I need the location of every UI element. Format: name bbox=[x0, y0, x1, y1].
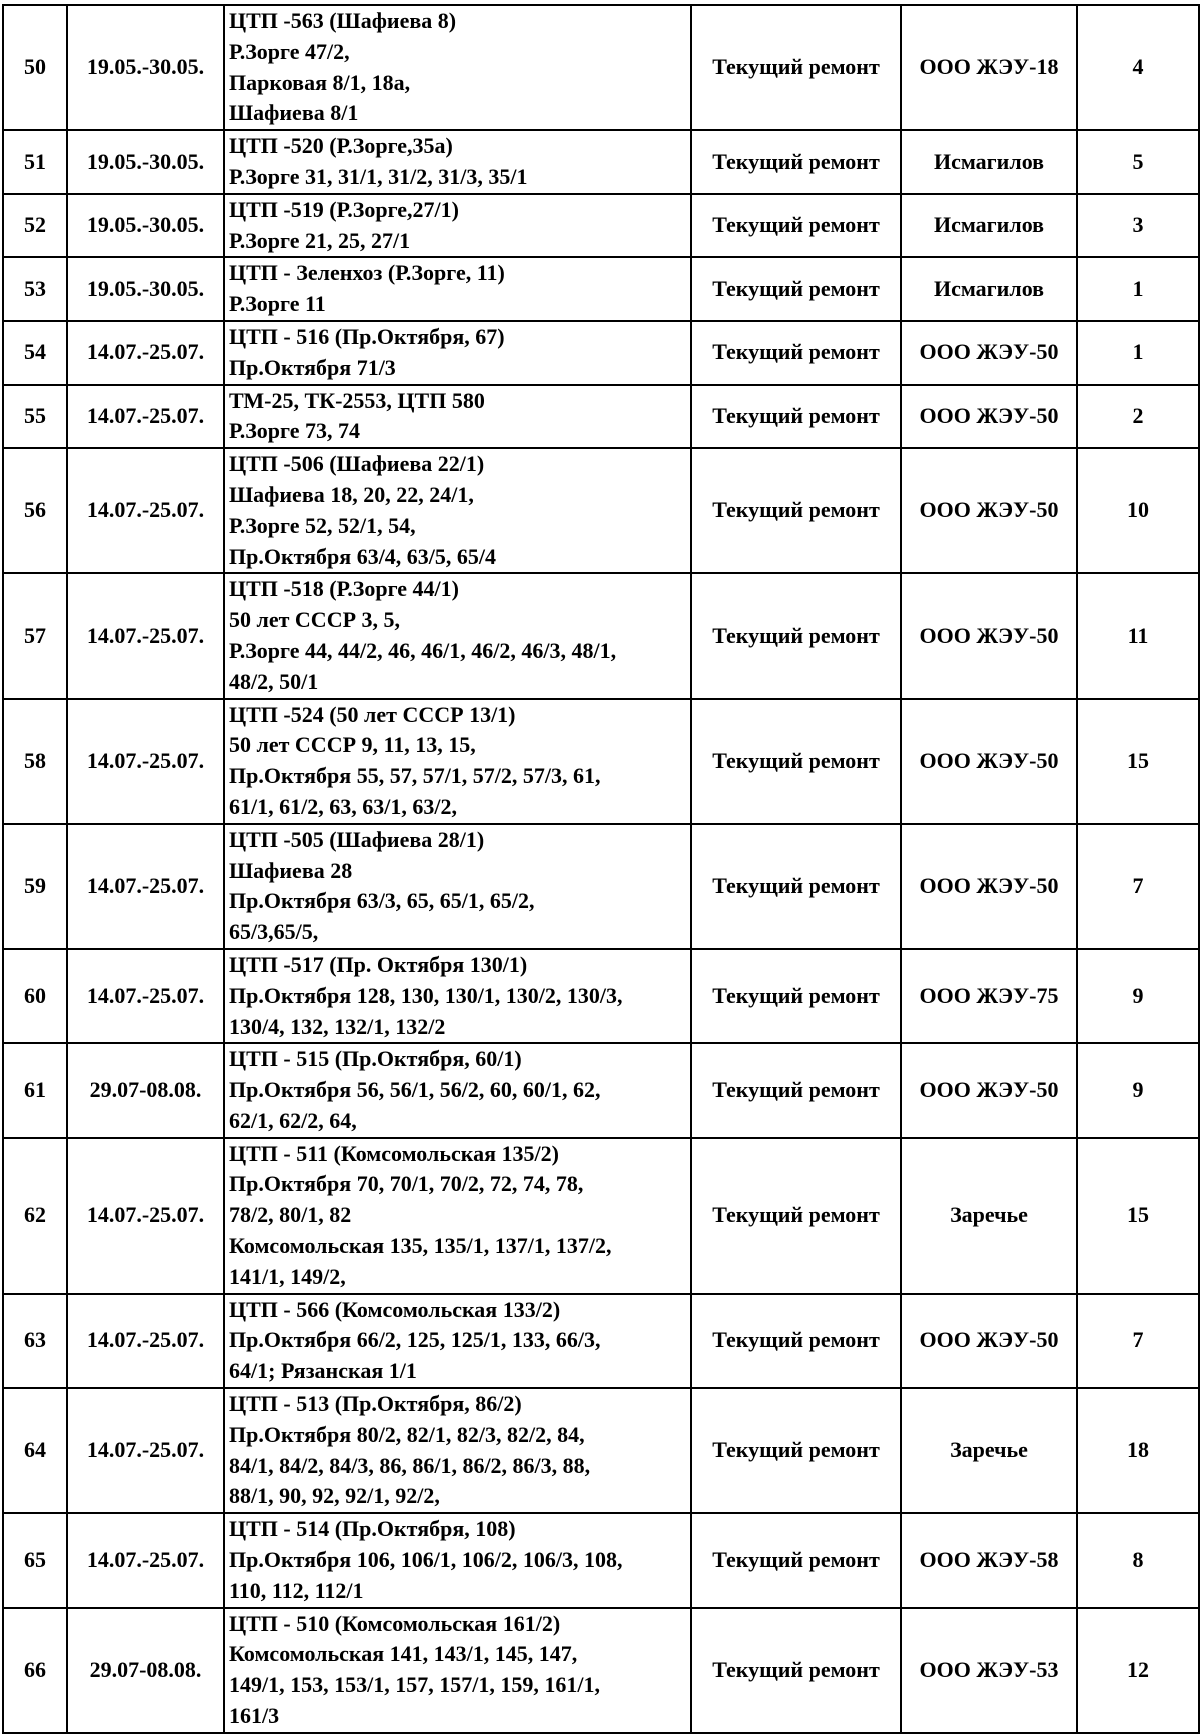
object-line: Парковая 8/1, 18а, bbox=[229, 69, 411, 95]
object-cell bbox=[224, 1294, 691, 1388]
work-type-cell: Текущий ремонт bbox=[691, 448, 901, 573]
row-number-cell: 55 bbox=[3, 385, 67, 449]
object-line: ТМ-25, ТК-2553, ЦТП 580 bbox=[229, 387, 485, 413]
table-row bbox=[3, 257, 1199, 321]
object-line: Р.Зорге 21, 25, 27/1 bbox=[229, 227, 411, 253]
building-count-cell: 1 bbox=[1077, 257, 1199, 321]
object-line: 149/1, 153, 153/1, 157, 157/1, 159, 161/1, bbox=[229, 1672, 600, 1698]
date-range-cell: 19.05.-30.05. bbox=[67, 130, 224, 194]
executor-cell: Исмагилов bbox=[901, 194, 1077, 258]
object-line: Р.Зорге 47/2, bbox=[229, 38, 350, 64]
table-row bbox=[3, 699, 1199, 824]
executor-cell: ООО ЖЭУ-18 bbox=[901, 5, 1077, 130]
building-count-cell: 2 bbox=[1077, 385, 1199, 449]
object-line: ЦТП -518 (Р.Зорге 44/1) bbox=[229, 576, 459, 602]
work-type-cell: Текущий ремонт bbox=[691, 1388, 901, 1513]
table-row bbox=[3, 194, 1199, 258]
object-line: Пр.Октября 70, 70/1, 70/2, 72, 74, 78, bbox=[229, 1171, 584, 1197]
object-line: Р.Зорге 31, 31/1, 31/2, 31/3, 35/1 bbox=[229, 163, 528, 189]
date-range-cell: 14.07.-25.07. bbox=[67, 699, 224, 824]
object-line: ЦТП - 511 (Комсомольская 135/2) bbox=[229, 1140, 559, 1166]
executor-cell: ООО ЖЭУ-50 bbox=[901, 321, 1077, 385]
object-line: 84/1, 84/2, 84/3, 86, 86/1, 86/2, 86/3, 88, bbox=[229, 1452, 591, 1478]
object-cell bbox=[224, 824, 691, 949]
date-range-cell: 14.07.-25.07. bbox=[67, 824, 224, 949]
row-number-cell: 63 bbox=[3, 1294, 67, 1388]
work-type-cell: Текущий ремонт bbox=[691, 699, 901, 824]
building-count-cell: 9 bbox=[1077, 1043, 1199, 1137]
object-line: 61/1, 61/2, 63, 63/1, 63/2, bbox=[229, 793, 457, 819]
object-line: Р.Зорге 73, 74 bbox=[229, 418, 361, 444]
row-number-cell: 58 bbox=[3, 699, 67, 824]
executor-cell: ООО ЖЭУ-50 bbox=[901, 699, 1077, 824]
object-cell bbox=[224, 321, 691, 385]
work-type-cell: Текущий ремонт bbox=[691, 949, 901, 1043]
executor-cell: ООО ЖЭУ-50 bbox=[901, 1043, 1077, 1137]
object-line: 130/4, 132, 132/1, 132/2 bbox=[229, 1013, 446, 1039]
table-row bbox=[3, 448, 1199, 573]
row-number-cell: 64 bbox=[3, 1388, 67, 1513]
row-number-cell: 50 bbox=[3, 5, 67, 130]
object-cell bbox=[224, 699, 691, 824]
object-line: ЦТП - 513 (Пр.Октября, 86/2) bbox=[229, 1391, 522, 1417]
work-type-cell: Текущий ремонт bbox=[691, 5, 901, 130]
object-cell bbox=[224, 194, 691, 258]
building-count-cell: 7 bbox=[1077, 824, 1199, 949]
work-type-cell: Текущий ремонт bbox=[691, 1294, 901, 1388]
object-line: 161/3 bbox=[229, 1703, 280, 1729]
executor-cell: Заречье bbox=[901, 1388, 1077, 1513]
building-count-cell: 9 bbox=[1077, 949, 1199, 1043]
object-cell bbox=[224, 5, 691, 130]
building-count-cell: 12 bbox=[1077, 1608, 1199, 1733]
object-cell bbox=[224, 1513, 691, 1607]
executor-cell: Исмагилов bbox=[901, 257, 1077, 321]
executor-cell: Исмагилов bbox=[901, 130, 1077, 194]
object-line: Шафиева 28 bbox=[229, 857, 353, 883]
executor-cell: ООО ЖЭУ-50 bbox=[901, 573, 1077, 698]
date-range-cell: 19.05.-30.05. bbox=[67, 5, 224, 130]
building-count-cell: 10 bbox=[1077, 448, 1199, 573]
object-line: ЦТП - 566 (Комсомольская 133/2) bbox=[229, 1296, 561, 1322]
building-count-cell: 8 bbox=[1077, 1513, 1199, 1607]
row-number-cell: 56 bbox=[3, 448, 67, 573]
object-line: Пр.Октября 66/2, 125, 125/1, 133, 66/3, bbox=[229, 1327, 601, 1353]
table-row bbox=[3, 1608, 1199, 1733]
object-line: Пр.Октября 56, 56/1, 56/2, 60, 60/1, 62, bbox=[229, 1077, 601, 1103]
object-line: ЦТП - 516 (Пр.Октября, 67) bbox=[229, 323, 505, 349]
object-cell bbox=[224, 257, 691, 321]
building-count-cell: 3 bbox=[1077, 194, 1199, 258]
date-range-cell: 14.07.-25.07. bbox=[67, 1294, 224, 1388]
object-line: Комсомольская 141, 143/1, 145, 147, bbox=[229, 1641, 578, 1667]
object-line: Шафиева 18, 20, 22, 24/1, bbox=[229, 481, 474, 507]
executor-cell: ООО ЖЭУ-50 bbox=[901, 448, 1077, 573]
date-range-cell: 19.05.-30.05. bbox=[67, 194, 224, 258]
work-type-cell: Текущий ремонт bbox=[691, 321, 901, 385]
date-range-cell: 14.07.-25.07. bbox=[67, 448, 224, 573]
object-line: ЦТП - 514 (Пр.Октября, 108) bbox=[229, 1516, 516, 1542]
table-row bbox=[3, 1388, 1199, 1513]
row-number-cell: 51 bbox=[3, 130, 67, 194]
row-number-cell: 61 bbox=[3, 1043, 67, 1137]
row-number-cell: 57 bbox=[3, 573, 67, 698]
row-number-cell: 62 bbox=[3, 1138, 67, 1294]
object-line: Р.Зорге 52, 52/1, 54, bbox=[229, 512, 416, 538]
object-line: 48/2, 50/1 bbox=[229, 668, 319, 694]
object-line: Р.Зорге 11 bbox=[229, 291, 326, 317]
row-number-cell: 52 bbox=[3, 194, 67, 258]
building-count-cell: 18 bbox=[1077, 1388, 1199, 1513]
date-range-cell: 29.07-08.08. bbox=[67, 1608, 224, 1733]
work-type-cell: Текущий ремонт bbox=[691, 824, 901, 949]
row-number-cell: 53 bbox=[3, 257, 67, 321]
object-line: ЦТП - Зеленхоз (Р.Зорге, 11) bbox=[229, 260, 505, 286]
object-line: Р.Зорге 44, 44/2, 46, 46/1, 46/2, 46/3, 48/1, bbox=[229, 637, 617, 663]
work-type-cell: Текущий ремонт bbox=[691, 385, 901, 449]
object-cell bbox=[224, 130, 691, 194]
object-line: ЦТП -524 (50 лет СССР 13/1) bbox=[229, 701, 516, 727]
building-count-cell: 15 bbox=[1077, 699, 1199, 824]
object-line: ЦТП - 510 (Комсомольская 161/2) bbox=[229, 1610, 561, 1636]
object-line: Пр.Октября 128, 130, 130/1, 130/2, 130/3, bbox=[229, 982, 623, 1008]
building-count-cell: 4 bbox=[1077, 5, 1199, 130]
building-count-cell: 7 bbox=[1077, 1294, 1199, 1388]
date-range-cell: 14.07.-25.07. bbox=[67, 949, 224, 1043]
object-line: Пр.Октября 71/3 bbox=[229, 354, 396, 380]
work-type-cell: Текущий ремонт bbox=[691, 1608, 901, 1733]
executor-cell: ООО ЖЭУ-53 bbox=[901, 1608, 1077, 1733]
table-row bbox=[3, 573, 1199, 698]
table-row bbox=[3, 130, 1199, 194]
building-count-cell: 15 bbox=[1077, 1138, 1199, 1294]
object-line: 141/1, 149/2, bbox=[229, 1263, 346, 1289]
date-range-cell: 14.07.-25.07. bbox=[67, 1513, 224, 1607]
row-number-cell: 65 bbox=[3, 1513, 67, 1607]
table-row bbox=[3, 5, 1199, 130]
object-cell bbox=[224, 385, 691, 449]
date-range-cell: 19.05.-30.05. bbox=[67, 257, 224, 321]
object-line: ЦТП -520 (Р.Зорге,35а) bbox=[229, 133, 453, 159]
work-type-cell: Текущий ремонт bbox=[691, 1513, 901, 1607]
date-range-cell: 29.07-08.08. bbox=[67, 1043, 224, 1137]
building-count-cell: 11 bbox=[1077, 573, 1199, 698]
object-line: 88/1, 90, 92, 92/1, 92/2, bbox=[229, 1483, 440, 1509]
object-line: ЦТП -519 (Р.Зорге,27/1) bbox=[229, 196, 459, 222]
work-type-cell: Текущий ремонт bbox=[691, 573, 901, 698]
building-count-cell: 1 bbox=[1077, 321, 1199, 385]
object-line: 50 лет СССР 9, 11, 13, 15, bbox=[229, 732, 476, 758]
table-row bbox=[3, 824, 1199, 949]
date-range-cell: 14.07.-25.07. bbox=[67, 321, 224, 385]
executor-cell: ООО ЖЭУ-75 bbox=[901, 949, 1077, 1043]
table-row bbox=[3, 1138, 1199, 1294]
building-count-cell: 5 bbox=[1077, 130, 1199, 194]
object-line: ЦТП -505 (Шафиева 28/1) bbox=[229, 826, 485, 852]
object-cell bbox=[224, 1138, 691, 1294]
object-line: Пр.Октября 63/4, 63/5, 65/4 bbox=[229, 543, 497, 569]
object-line: Шафиева 8/1 bbox=[229, 100, 359, 126]
date-range-cell: 14.07.-25.07. bbox=[67, 573, 224, 698]
object-cell bbox=[224, 573, 691, 698]
object-line: 110, 112, 112/1 bbox=[229, 1577, 364, 1603]
object-cell bbox=[224, 1608, 691, 1733]
object-line: Комсомольская 135, 135/1, 137/1, 137/2, bbox=[229, 1233, 612, 1259]
row-number-cell: 66 bbox=[3, 1608, 67, 1733]
object-line: ЦТП - 515 (Пр.Октября, 60/1) bbox=[229, 1046, 522, 1072]
object-line: 64/1; Рязанская 1/1 bbox=[229, 1358, 417, 1384]
object-cell bbox=[224, 949, 691, 1043]
row-number-cell: 60 bbox=[3, 949, 67, 1043]
work-type-cell: Текущий ремонт bbox=[691, 194, 901, 258]
work-type-cell: Текущий ремонт bbox=[691, 257, 901, 321]
executor-cell: Заречье bbox=[901, 1138, 1077, 1294]
table-row bbox=[3, 949, 1199, 1043]
executor-cell: ООО ЖЭУ-50 bbox=[901, 385, 1077, 449]
row-number-cell: 59 bbox=[3, 824, 67, 949]
table-row bbox=[3, 385, 1199, 449]
object-line: Пр.Октября 106, 106/1, 106/2, 106/3, 108, bbox=[229, 1547, 623, 1573]
work-type-cell: Текущий ремонт bbox=[691, 130, 901, 194]
executor-cell: ООО ЖЭУ-58 bbox=[901, 1513, 1077, 1607]
object-line: 62/1, 62/2, 64, bbox=[229, 1107, 357, 1133]
object-line: Пр.Октября 55, 57, 57/1, 57/2, 57/3, 61, bbox=[229, 763, 601, 789]
table-row bbox=[3, 1294, 1199, 1388]
date-range-cell: 14.07.-25.07. bbox=[67, 385, 224, 449]
object-line: 65/3,65/5, bbox=[229, 919, 319, 945]
object-line: 78/2, 80/1, 82 bbox=[229, 1202, 352, 1228]
executor-cell: ООО ЖЭУ-50 bbox=[901, 824, 1077, 949]
schedule-body bbox=[3, 5, 1199, 1733]
date-range-cell: 14.07.-25.07. bbox=[67, 1388, 224, 1513]
row-number-cell: 54 bbox=[3, 321, 67, 385]
object-cell bbox=[224, 1043, 691, 1137]
object-line: Пр.Октября 63/3, 65, 65/1, 65/2, bbox=[229, 888, 535, 914]
work-type-cell: Текущий ремонт bbox=[691, 1043, 901, 1137]
object-line: ЦТП -506 (Шафиева 22/1) bbox=[229, 451, 485, 477]
work-type-cell: Текущий ремонт bbox=[691, 1138, 901, 1294]
object-cell bbox=[224, 1388, 691, 1513]
table-row bbox=[3, 1043, 1199, 1137]
object-line: 50 лет СССР 3, 5, bbox=[229, 607, 401, 633]
object-line: ЦТП -517 (Пр. Октября 130/1) bbox=[229, 951, 528, 977]
table-row bbox=[3, 321, 1199, 385]
object-line: Пр.Октября 80/2, 82/1, 82/3, 82/2, 84, bbox=[229, 1421, 585, 1447]
executor-cell: ООО ЖЭУ-50 bbox=[901, 1294, 1077, 1388]
repair-schedule-table bbox=[2, 4, 1200, 1734]
object-cell bbox=[224, 448, 691, 573]
object-line: ЦТП -563 (Шафиева 8) bbox=[229, 8, 457, 33]
date-range-cell: 14.07.-25.07. bbox=[67, 1138, 224, 1294]
table-row bbox=[3, 1513, 1199, 1607]
